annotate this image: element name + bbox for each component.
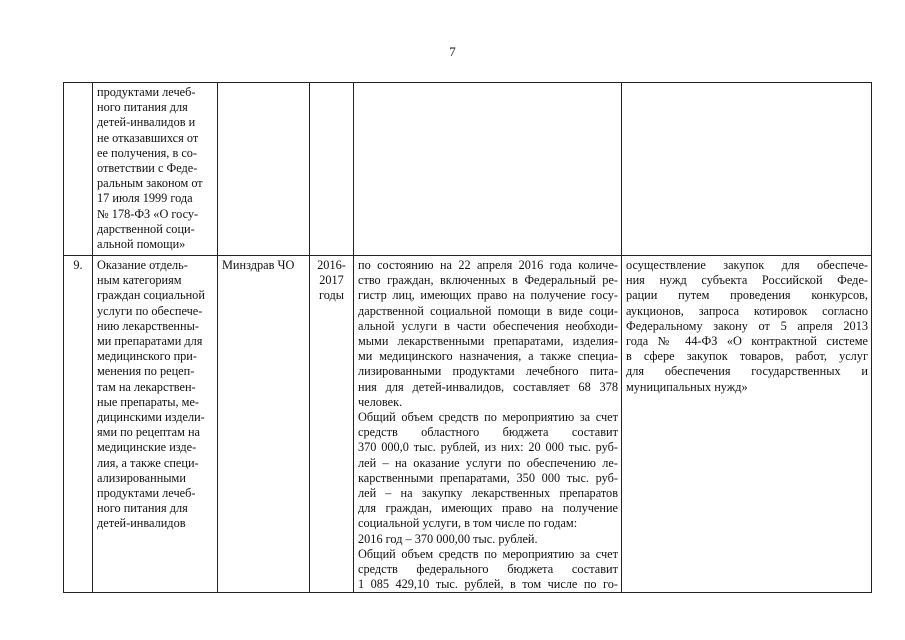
measure-name-cell [93,256,218,593]
text-line: по состоянию на 22 апреля 2016 года количе- [358,258,618,272]
description-cell [354,256,622,593]
measure-name-cell [93,83,218,256]
text-line: медицинского при- [97,349,197,364]
text-line: рации путем проведения конкурсов, [626,288,868,303]
text-line: ральным законом от [97,176,203,191]
text-line: ми препаратами для [97,334,203,349]
text-line: ее получения, в со- [97,145,198,160]
text-line: медицинские изде- [97,440,197,455]
description-text [354,256,621,592]
mechanism-cell [622,83,872,256]
text-line: дарственной соци- [97,221,195,236]
years-line: годы [318,288,345,302]
table-row [64,83,872,256]
text-line: 2016 год – 370 000,00 тыс. рублей. [358,531,538,546]
text-line: Федеральному закону от 5 апреля 2013 [626,318,868,333]
description-cell [354,83,622,256]
text-line: продуктами лечеб- [97,85,196,99]
text-line: лей – на закупку лекарственных препаратов [358,486,618,501]
text-line: года № 44-ФЗ «О контрактной системе [626,334,868,349]
text-line: карственными препаратами, 350 000 тыс. руб- [358,470,618,485]
text-line: осуществление закупок для обеспече- [626,258,868,272]
text-line: ного питания для [97,100,188,115]
text-line: лизированными продуктами лечебного пита- [358,364,618,379]
text-line: ного питания для [97,501,188,516]
text-line: не отказавшихся от [97,130,199,145]
text-line: аукционов, запроса котировок согласно [626,303,868,318]
text-line: ми медицинского назначения, а также специа- [358,349,618,364]
text-line: ные препараты, ме- [97,394,200,409]
text-line: муниципальных нужд» [626,379,748,394]
text-line: там на лекарствен- [97,379,196,394]
table-row [64,256,872,593]
mechanism-cell [622,256,872,593]
text-line: менения по рецеп- [97,364,195,379]
text-line: нию лекарственны- [97,318,199,333]
text-line: гистр лиц, имеющих право на получение госу- [358,288,618,303]
measures-table [63,82,872,593]
row-number: 9. [73,258,83,272]
text-line: детей-инвалидов [97,516,186,531]
years-text [310,256,353,303]
text-line: человек. [358,394,403,409]
text-line: альной услуги в части обеспечения необходи- [358,318,618,333]
text-line: детей-инвалидов и [97,115,196,130]
years-cell [310,83,354,256]
text-line: лия, а также специ- [97,455,199,470]
page-number: 7 [449,44,456,59]
text-line: средств федерального бюджета составит [358,562,618,577]
executor-cell [218,83,310,256]
text-line: альной помощи» [97,237,186,252]
text-line: ями по рецептам на [97,425,200,440]
text-line: ство граждан, включенных в Федеральный ре- [358,273,618,288]
text-line: продуктами лечеб- [97,486,196,501]
text-line: мыми лекарственными препаратами, изделия- [358,334,618,349]
text-line: в сфере закупок товаров, работ, услуг [626,349,868,364]
text-line: граждан социальной [97,288,205,303]
text-line: 370 000,0 тыс. рублей, из них: 20 000 тыс. руб- [358,440,618,455]
text-line: Оказание отдель- [97,258,188,272]
text-line: ным категориям [97,273,182,288]
text-line: 17 июля 1999 года [97,191,193,206]
mechanism-text [622,256,871,395]
text-line: услуги по обеспече- [97,303,203,318]
years-cell [310,256,354,593]
text-line: ализированными [97,470,186,485]
text-line: ния для детей-инвалидов, составляет 68 378 [358,379,618,394]
years-line: 2016- [317,258,346,272]
years-line: 2017 [319,273,344,287]
text-line: средств областного бюджета составит [358,425,618,440]
number-cell [64,83,93,256]
measure-name-text [93,256,217,532]
executor-text: Минздрав ЧО [222,258,295,272]
text-line: Общий объем средств по мероприятию за счет [358,410,618,425]
executor-cell [218,256,310,593]
text-line: дарственной социальной помощи в виде соци- [358,303,618,318]
text-line: 1 085 429,10 тыс. рублей, в том числе по го- [358,577,618,592]
text-line: № 178-ФЗ «О госу- [97,206,199,221]
text-line: Общий объем средств по мероприятию за счет [358,546,618,561]
text-line: дицинскими издели- [97,410,205,425]
text-line: лей – на оказание услуги по обеспечению ле- [358,455,618,470]
text-line: социальной услуги, в том числе по годам: [358,516,578,531]
measure-name-text [93,83,217,252]
text-line: ния нужд субъекта Российской Феде- [626,273,868,288]
text-line: для обеспечения государственных и [626,364,868,379]
number-cell [64,256,93,593]
text-line: ответствии с Феде- [97,161,198,176]
text-line: для граждан, имеющих право на получение [358,501,618,516]
